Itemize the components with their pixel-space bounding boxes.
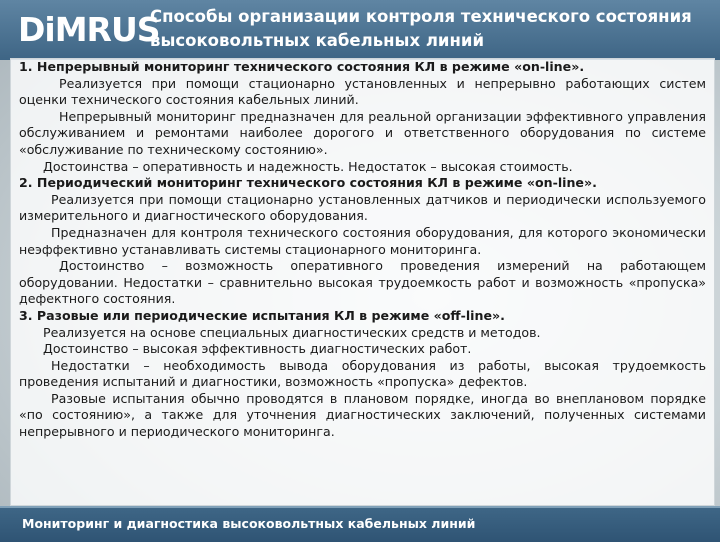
paragraph: Разовые испытания обычно проводятся в плановом порядке, иногда во внеплановом порядке «по состоянию», а также для уточнения диагностических заключений, полученных системами непрерывного и периодического мониторинга. <box>19 390 706 440</box>
paragraph: Реализуется при помощи стационарно установленных датчиков и периодически используемого измерительного и диагностического оборудования. <box>19 191 706 224</box>
slide-title-line1: Способы организации контроля технического состояния <box>150 7 692 26</box>
paragraph: Реализуется на основе специальных диагностических средств и методов. <box>43 324 541 340</box>
paragraph: Достоинства – оперативность и надежность. Недостаток – высокая стоимость. <box>43 158 573 174</box>
paragraph: Предназначен для контроля технического состояния оборудования, для которого экономически неэффективно устанавливать системы стационарного мониторинга. <box>19 224 706 257</box>
section-heading-2: 2. Периодический мониторинг технического состояния КЛ в режиме «on-line». <box>19 175 597 191</box>
paragraph: Достоинство – возможность оперативного проведения измерений на работающем оборудовании. Недостатки – сравнительно высокая трудоемкость работ и возможность «пропуска» дефектного состояния. <box>19 258 706 307</box>
section-heading-1: 1. Непрерывный мониторинг технического состояния КЛ в режиме «on-line». <box>19 59 585 74</box>
content-panel <box>10 58 715 506</box>
paragraph: Достоинство – высокая эффективность диагностических работ. <box>43 341 472 357</box>
section-heading-3: 3. Разовые или периодические испытания КЛ в режиме «off-line». <box>19 307 505 323</box>
footer-bar <box>0 506 720 542</box>
paragraph: Непрерывный мониторинг предназначен для реальной организации эффективного управления обслуживанием и ремонтами наиболее дорогого и ответственного оборудования по системе «обслуживание по техническому состоянию». <box>19 108 706 157</box>
paragraph: Реализуется при помощи стационарно установленных и непрерывно работающих систем оценки технического состояния кабельных линий. <box>19 75 706 108</box>
paragraph: Недостатки – необходимость вывода оборудования из работы, высокая трудоемкость проведения испытаний и диагностики, возможность «пропуска» дефектов. <box>19 357 706 390</box>
slide-title-line2: высоковольтных кабельных линий <box>150 31 485 50</box>
slide-title <box>150 5 710 53</box>
footer-text: Мониторинг и диагностика высоковольтных кабельных линий <box>22 516 476 531</box>
company-logo: DiMRUS <box>18 10 160 49</box>
content-text <box>19 59 706 441</box>
header-bar <box>0 0 720 60</box>
